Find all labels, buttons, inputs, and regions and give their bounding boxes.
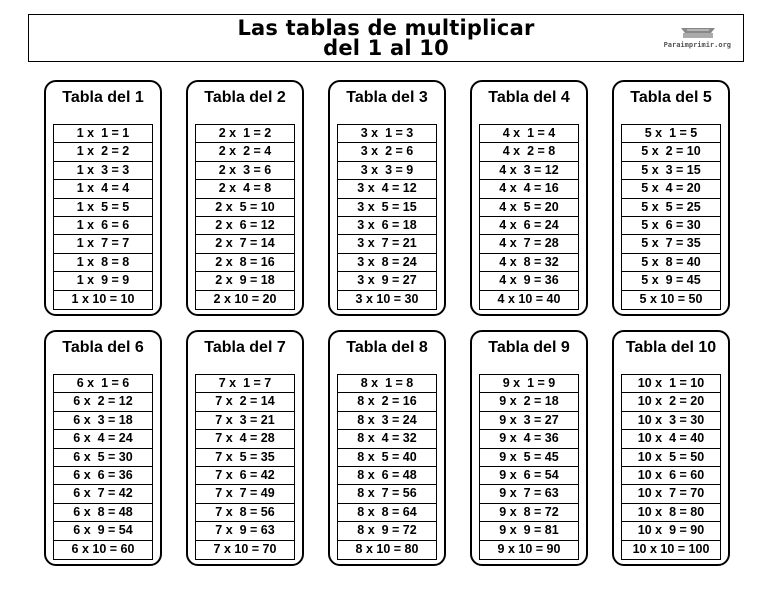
table-row: 4 x 1 = 4 (480, 125, 578, 143)
table-row: 1 x 7 = 7 (54, 235, 152, 253)
table-row: 7 x 6 = 42 (196, 467, 294, 485)
table-row: 9 x 9 = 81 (480, 522, 578, 540)
table-card-1 (44, 80, 162, 316)
table-row: 9 x 2 = 18 (480, 393, 578, 411)
table-row: 3 x 3 = 9 (338, 162, 436, 180)
table-row: 4 x 7 = 28 (480, 235, 578, 253)
table-row: 2 x 8 = 16 (196, 254, 294, 272)
table-row: 2 x 1 = 2 (196, 125, 294, 143)
title-line-2: del 1 al 10 (323, 36, 449, 60)
table-row: 9 x 5 = 45 (480, 449, 578, 467)
table-row: 1 x 1 = 1 (54, 125, 152, 143)
table-row: 6 x 1 = 6 (54, 375, 152, 393)
table-row: 7 x 8 = 56 (196, 504, 294, 522)
table-row: 8 x 3 = 24 (338, 412, 436, 430)
table-row: 10 x 2 = 20 (622, 393, 720, 411)
table-row: 10 x 3 = 30 (622, 412, 720, 430)
table-row: 9 x 7 = 63 (480, 485, 578, 503)
table-row: 1 x 4 = 4 (54, 180, 152, 198)
table-title: Tabla del 4 (488, 89, 570, 106)
page-header (28, 14, 744, 62)
table-row: 8 x 6 = 48 (338, 467, 436, 485)
table-rows (195, 374, 295, 560)
table-row: 10 x 8 = 80 (622, 504, 720, 522)
table-row: 10 x 9 = 90 (622, 522, 720, 540)
table-row: 2 x 5 = 10 (196, 199, 294, 217)
table-row: 5 x 4 = 20 (622, 180, 720, 198)
table-row: 4 x 5 = 20 (480, 199, 578, 217)
table-row: 4 x 3 = 12 (480, 162, 578, 180)
table-row: 4 x 4 = 16 (480, 180, 578, 198)
table-row: 9 x 6 = 54 (480, 467, 578, 485)
table-row: 1 x 2 = 2 (54, 143, 152, 161)
table-row: 3 x 9 = 27 (338, 272, 436, 290)
table-row: 10 x 4 = 40 (622, 430, 720, 448)
table-row: 9 x 4 = 36 (480, 430, 578, 448)
table-row: 5 x 1 = 5 (622, 125, 720, 143)
table-row: 8 x 4 = 32 (338, 430, 436, 448)
table-rows (337, 374, 437, 560)
table-rows (479, 374, 579, 560)
table-row: 5 x 8 = 40 (622, 254, 720, 272)
table-row: 3 x 10 = 30 (355, 291, 419, 306)
table-title: Tabla del 6 (62, 339, 144, 356)
table-row: 2 x 3 = 6 (196, 162, 294, 180)
table-row: 10 x 7 = 70 (622, 485, 720, 503)
table-row: 2 x 4 = 8 (196, 180, 294, 198)
table-row: 9 x 3 = 27 (480, 412, 578, 430)
table-row: 1 x 5 = 5 (54, 199, 152, 217)
table-row: 6 x 5 = 30 (54, 449, 152, 467)
table-row: 9 x 8 = 72 (480, 504, 578, 522)
table-row: 1 x 6 = 6 (54, 217, 152, 235)
table-rows (479, 124, 579, 310)
table-row: 8 x 9 = 72 (338, 522, 436, 540)
table-row: 4 x 2 = 8 (480, 143, 578, 161)
table-row: 10 x 10 = 100 (632, 541, 710, 556)
table-title: Tabla del 1 (62, 89, 144, 106)
table-row: 8 x 10 = 80 (355, 541, 419, 556)
table-row: 7 x 4 = 28 (196, 430, 294, 448)
table-row: 3 x 5 = 15 (338, 199, 436, 217)
table-row: 5 x 5 = 25 (622, 199, 720, 217)
table-rows (621, 124, 721, 310)
table-row: 8 x 8 = 64 (338, 504, 436, 522)
table-row: 4 x 10 = 40 (497, 291, 561, 306)
table-card-3 (328, 80, 446, 316)
table-row: 6 x 7 = 42 (54, 485, 152, 503)
table-row: 10 x 6 = 60 (622, 467, 720, 485)
table-row: 3 x 4 = 12 (338, 180, 436, 198)
table-row: 3 x 1 = 3 (338, 125, 436, 143)
table-card-4 (470, 80, 588, 316)
table-row: 5 x 6 = 30 (622, 217, 720, 235)
table-row: 3 x 2 = 6 (338, 143, 436, 161)
table-card-8 (328, 330, 446, 566)
table-row: 6 x 6 = 36 (54, 467, 152, 485)
title-line-1: Las tablas de multiplicar (237, 16, 535, 40)
site-logo (665, 27, 731, 49)
table-row: 2 x 10 = 20 (213, 291, 277, 306)
table-title: Tabla del 5 (630, 89, 712, 106)
table-title: Tabla del 7 (204, 339, 286, 356)
table-title: Tabla del 2 (204, 89, 286, 106)
table-row: 7 x 10 = 70 (213, 541, 277, 556)
table-row: 6 x 3 = 18 (54, 412, 152, 430)
table-row: 6 x 10 = 60 (71, 541, 135, 556)
table-title: Tabla del 8 (346, 339, 428, 356)
table-row: 10 x 1 = 10 (622, 375, 720, 393)
table-row: 4 x 8 = 32 (480, 254, 578, 272)
table-row: 2 x 6 = 12 (196, 217, 294, 235)
table-row: 6 x 4 = 24 (54, 430, 152, 448)
table-title: Tabla del 10 (625, 339, 717, 356)
table-row: 5 x 3 = 15 (622, 162, 720, 180)
table-card-2 (186, 80, 304, 316)
table-title: Tabla del 9 (488, 339, 570, 356)
logo-text: Paraimprimir.org (663, 41, 731, 49)
table-row: 7 x 3 = 21 (196, 412, 294, 430)
table-row: 7 x 7 = 49 (196, 485, 294, 503)
table-row: 7 x 2 = 14 (196, 393, 294, 411)
table-rows (337, 124, 437, 310)
table-row: 3 x 8 = 24 (338, 254, 436, 272)
table-row: 5 x 2 = 10 (622, 143, 720, 161)
table-row: 8 x 2 = 16 (338, 393, 436, 411)
table-title: Tabla del 3 (346, 89, 428, 106)
table-row: 2 x 7 = 14 (196, 235, 294, 253)
table-row: 4 x 9 = 36 (480, 272, 578, 290)
table-row: 5 x 9 = 45 (622, 272, 720, 290)
table-row: 6 x 2 = 12 (54, 393, 152, 411)
table-row: 7 x 9 = 63 (196, 522, 294, 540)
table-row: 4 x 6 = 24 (480, 217, 578, 235)
table-row: 8 x 7 = 56 (338, 485, 436, 503)
table-row: 1 x 9 = 9 (54, 272, 152, 290)
table-row: 5 x 10 = 50 (639, 291, 703, 306)
table-row: 2 x 9 = 18 (196, 272, 294, 290)
table-row: 8 x 5 = 40 (338, 449, 436, 467)
table-row: 5 x 7 = 35 (622, 235, 720, 253)
table-rows (53, 374, 153, 560)
table-row: 2 x 2 = 4 (196, 143, 294, 161)
table-card-7 (186, 330, 304, 566)
table-row: 1 x 3 = 3 (54, 162, 152, 180)
table-card-9 (470, 330, 588, 566)
table-rows (195, 124, 295, 310)
page-title (29, 18, 743, 58)
table-row: 7 x 5 = 35 (196, 449, 294, 467)
table-row: 6 x 8 = 48 (54, 504, 152, 522)
table-row: 8 x 1 = 8 (338, 375, 436, 393)
table-rows (621, 374, 721, 560)
table-card-5 (612, 80, 730, 316)
table-card-6 (44, 330, 162, 566)
table-row: 9 x 10 = 90 (497, 541, 561, 556)
table-rows (53, 124, 153, 310)
table-row: 9 x 1 = 9 (480, 375, 578, 393)
table-row: 10 x 5 = 50 (622, 449, 720, 467)
printer-icon (679, 27, 717, 39)
table-row: 3 x 6 = 18 (338, 217, 436, 235)
table-card-10 (612, 330, 730, 566)
table-row: 1 x 8 = 8 (54, 254, 152, 272)
table-row: 6 x 9 = 54 (54, 522, 152, 540)
table-row: 1 x 10 = 10 (71, 291, 135, 306)
table-row: 3 x 7 = 21 (338, 235, 436, 253)
table-row: 7 x 1 = 7 (196, 375, 294, 393)
